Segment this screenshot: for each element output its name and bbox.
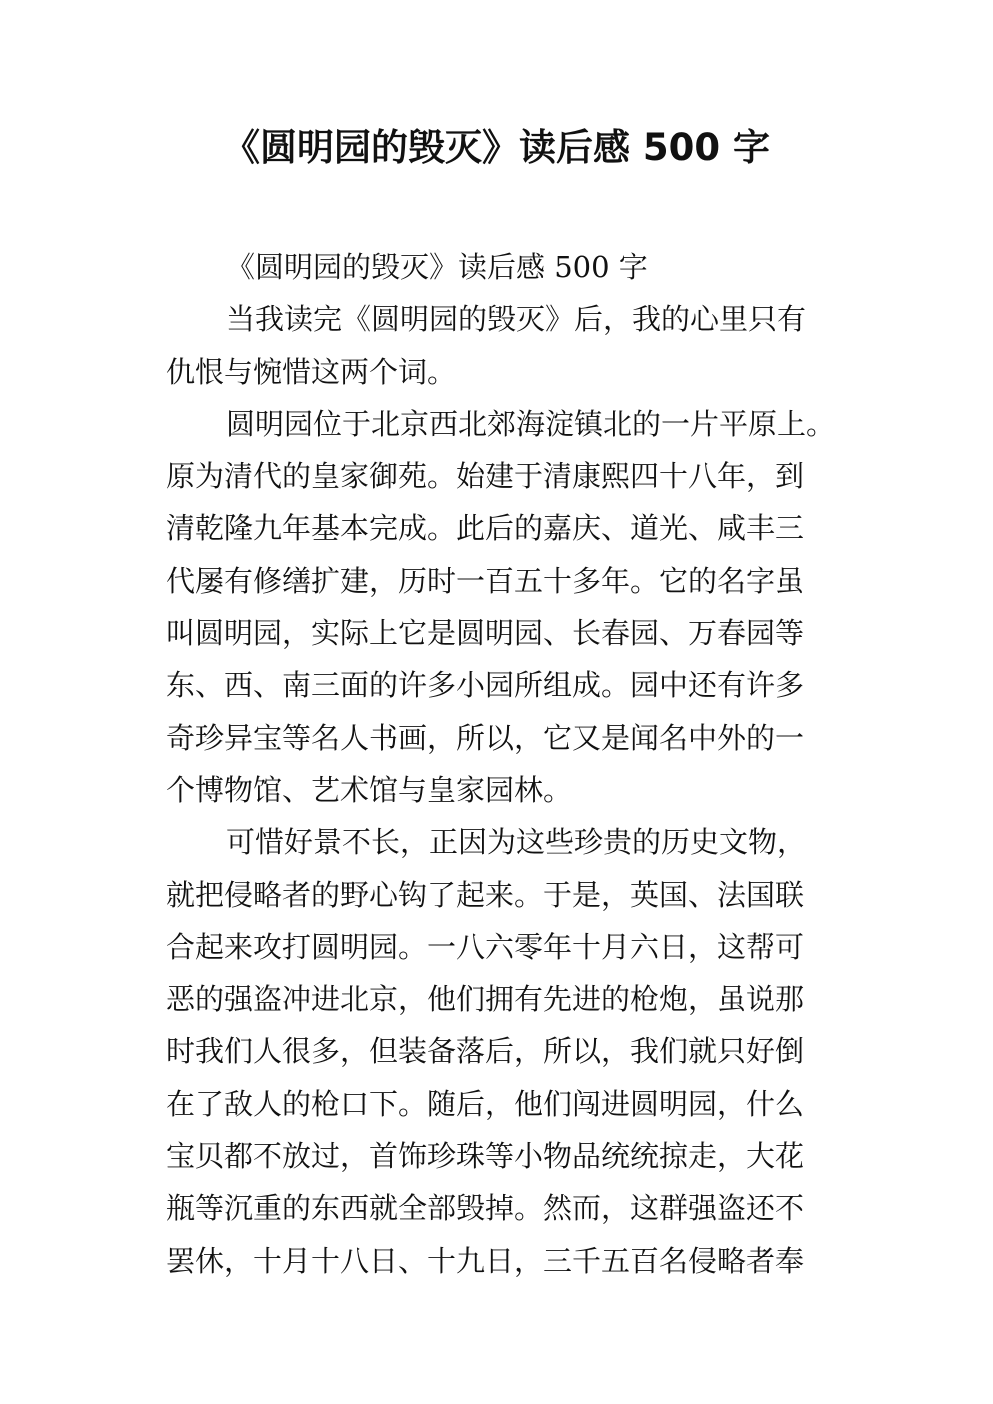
text-line: 恶的强盗冲进北京，他们拥有先进的枪炮，虽说那 bbox=[166, 982, 805, 1017]
text-line: 在了敌人的枪口下。随后，他们闯进圆明园，什么 bbox=[166, 1086, 805, 1121]
text-line: 原为清代的皇家御苑。始建于清康熙四十八年，到 bbox=[166, 459, 805, 494]
paragraph bbox=[166, 816, 866, 1287]
text-line: 圆明园位于北京西北郊海淀镇北的一片平原上。 bbox=[226, 406, 836, 441]
text-line: 奇珍异宝等名人书画，所以，它又是闻名中外的一 bbox=[166, 720, 805, 755]
text-line: 瓶等沉重的东西就全部毁掉。然而，这群强盗还不 bbox=[166, 1191, 805, 1226]
paragraph bbox=[166, 293, 866, 398]
paragraph bbox=[166, 398, 866, 816]
text-line: 就把侵略者的野心钩了起来。于是，英国、法国联 bbox=[166, 877, 805, 912]
text-line: 罢休，十月十八日、十九日，三千五百名侵略者奉 bbox=[166, 1243, 805, 1278]
text-line: 代屡有修缮扩建，历时一百五十多年。它的名字虽 bbox=[166, 563, 805, 598]
text-line: 叫圆明园，实际上它是圆明园、长春园、万春园等 bbox=[166, 616, 805, 651]
text-line: 时我们人很多，但装备落后，所以，我们就只好倒 bbox=[166, 1034, 805, 1069]
paragraph bbox=[166, 241, 866, 293]
text-line: 清乾隆九年基本完成。此后的嘉庆、道光、咸丰三 bbox=[166, 511, 805, 546]
text-line: 仇恨与惋惜这两个词。 bbox=[166, 354, 457, 389]
text-line: 可惜好景不长，正因为这些珍贵的历史文物， bbox=[226, 825, 807, 860]
text-line: 个博物馆、艺术馆与皇家园林。 bbox=[166, 772, 573, 807]
text-line: 东、西、南三面的许多小园所组成。园中还有许多 bbox=[166, 668, 805, 703]
document-title: 《圆明园的毁灭》读后感 500 字 bbox=[223, 126, 770, 169]
text-line: 当我读完《圆明园的毁灭》后，我的心里只有 bbox=[226, 302, 807, 337]
text-line: 《圆明园的毁灭》读后感 500 字 bbox=[226, 250, 648, 284]
text-line: 合起来攻打圆明园。一八六零年十月六日，这帮可 bbox=[166, 929, 805, 964]
document-body bbox=[166, 241, 866, 1287]
text-line: 宝贝都不放过，首饰珍珠等小物品统统掠走，大花 bbox=[166, 1139, 805, 1174]
